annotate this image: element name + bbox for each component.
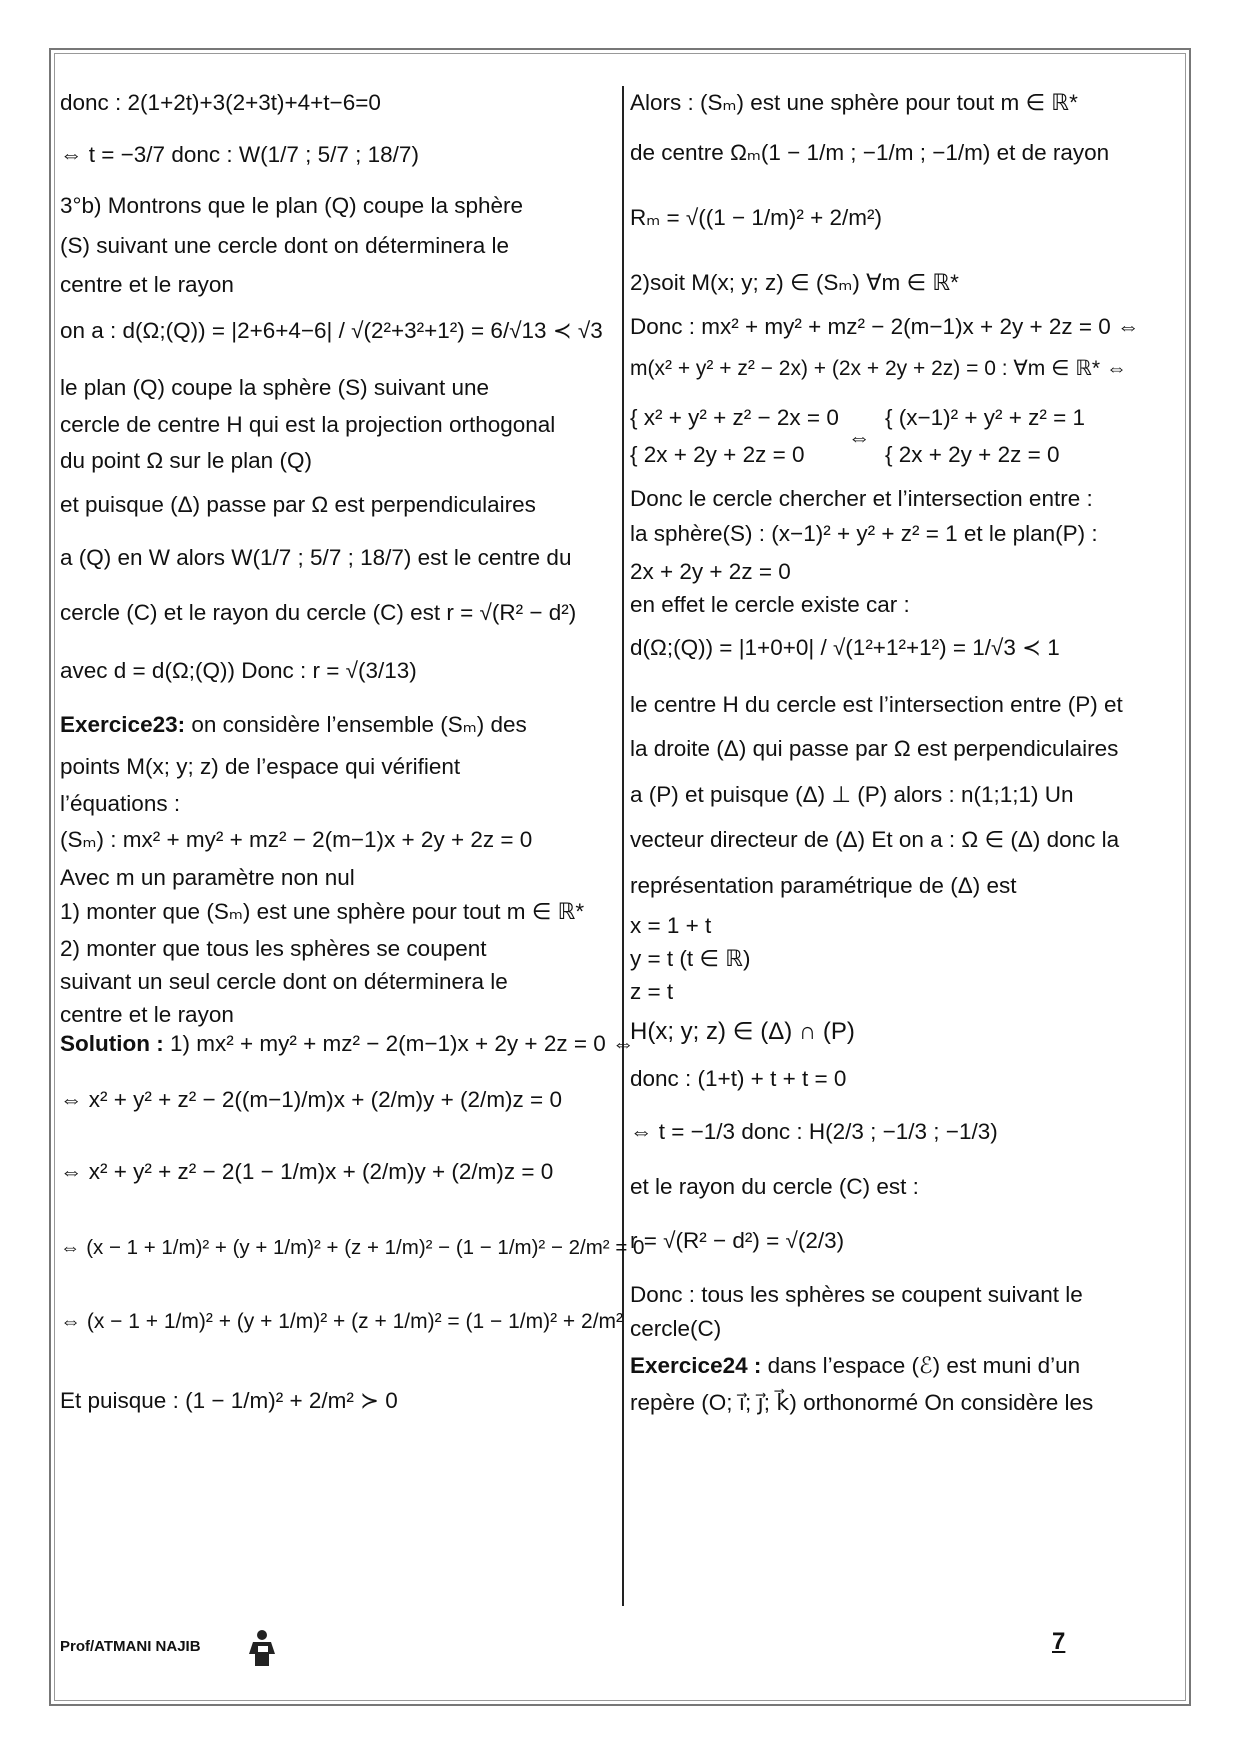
- system-line: { 2x + 2y + 2z = 0: [885, 442, 1060, 467]
- text-line: centre et le rayon: [60, 272, 234, 297]
- system-line: { x² + y² + z² − 2x = 0: [630, 405, 839, 430]
- text-line: a (P) et puisque (Δ) ⊥ (P) alors : n(1;1;1) Un: [630, 782, 1074, 807]
- text-line: la droite (Δ) qui passe par Ω est perpendiculaires: [630, 736, 1119, 761]
- equation-line: ⇔ (x − 1 + 1/m)² + (y + 1/m)² + (z + 1/m)² = (1 − 1/m)² + 2/m²: [60, 1310, 624, 1333]
- equation-line: ⇔ x² + y² + z² − 2((m−1)/m)x + (2/m)y + (2/m)z = 0: [60, 1087, 562, 1112]
- text-line: donc : 2(1+2t)+3(2+3t)+4+t−6=0: [60, 90, 381, 115]
- text-line: 3°b) Montrons que le plan (Q) coupe la sphère: [60, 193, 524, 218]
- equation-line: 2x + 2y + 2z = 0: [630, 559, 791, 584]
- text-line: (Sₘ) : mx² + my² + mz² − 2(m−1)x + 2y + 2z = 0: [60, 827, 533, 852]
- text-line: l’équations :: [60, 791, 181, 816]
- text-line: suivant un seul cercle dont on déterminera le: [60, 969, 508, 994]
- equation-line: Rₘ = √((1 − 1/m)² + 2/m²): [630, 205, 883, 230]
- parametric-line: z = t: [630, 979, 674, 1004]
- text-line: Et puisque : (1 − 1/m)² + 2/m² ≻ 0: [60, 1388, 398, 1413]
- system-line: { 2x + 2y + 2z = 0: [630, 442, 805, 467]
- parametric-line: y = t (t ∈ ℝ): [630, 946, 751, 971]
- solution-label: Solution :: [60, 1031, 164, 1056]
- text-line: le centre H du cercle est l’intersection entre (P) et: [630, 692, 1123, 717]
- exercise-label: Exercice24 :: [630, 1353, 762, 1378]
- text-line: cercle(C): [630, 1316, 722, 1341]
- equation-line: r = √(R² − d²) = √(2/3): [630, 1228, 845, 1253]
- exercise-24-heading: [630, 1351, 1080, 1381]
- exercise-23-heading: [60, 710, 527, 740]
- text-line: repère (O; i⃗; j⃗; k⃗) orthonormé On considère les: [630, 1390, 1094, 1415]
- text-line: points M(x; y; z) de l’espace qui vérifient: [60, 754, 461, 779]
- author-logo-icon: [245, 1628, 281, 1673]
- text-line: cercle (C) et le rayon du cercle (C) est r = √(R² − d²): [60, 600, 577, 625]
- text-line: et le rayon du cercle (C) est :: [630, 1174, 919, 1199]
- text-line: Avec m un paramètre non nul: [60, 865, 355, 890]
- text-line: 1) monter que (Sₘ) est une sphère pour tout m ∈ ℝ*: [60, 899, 585, 924]
- text-line: 2)soit M(x; y; z) ∈ (Sₘ) ∀m ∈ ℝ*: [630, 270, 959, 295]
- text-line: représentation paramétrique de (Δ) est: [630, 873, 1017, 898]
- system-line: { (x−1)² + y² + z² = 1: [885, 405, 1086, 430]
- text-line: a (Q) en W alors W(1/7 ; 5/7 ; 18/7) est le centre du: [60, 545, 572, 570]
- page-number: 7: [1052, 1628, 1066, 1655]
- equation-line: ⇔ (x − 1 + 1/m)² + (y + 1/m)² + (z + 1/m)² − (1 − 1/m)² − 2/m² = 0: [60, 1236, 645, 1259]
- text-line: du point Ω sur le plan (Q): [60, 448, 312, 473]
- parametric-line: x = 1 + t: [630, 913, 712, 938]
- solution-heading: [60, 1029, 635, 1059]
- solution-text: 1) mx² + my² + mz² − 2(m−1)x + 2y + 2z = 0 ⇔: [163, 1031, 635, 1056]
- equation-line: Donc : mx² + my² + mz² − 2(m−1)x + 2y + 2z = 0 ⇔: [630, 314, 1140, 339]
- text-line: centre et le rayon: [60, 1002, 234, 1027]
- text-line: donc : (1+t) + t + t = 0: [630, 1066, 847, 1091]
- exercise-text: on considère l’ensemble (Sₘ) des: [185, 712, 527, 737]
- equivalence-symbol: ⇔: [848, 425, 871, 450]
- equation-line: H(x; y; z) ∈ (Δ) ∩ (P): [630, 1018, 855, 1045]
- text-line: ⇔ t = −1/3 donc : H(2/3 ; −1/3 ; −1/3): [630, 1119, 998, 1144]
- author-name: Prof/ATMANI NAJIB: [60, 1638, 201, 1655]
- text-line: Donc le cercle chercher et l’intersection entre :: [630, 486, 1093, 511]
- text-line: Donc : tous les sphères se coupent suivant le: [630, 1282, 1083, 1307]
- text-line: la sphère(S) : (x−1)² + y² + z² = 1 et le plan(P) :: [630, 521, 1098, 546]
- text-line: vecteur directeur de (Δ) Et on a : Ω ∈ (Δ) donc la: [630, 827, 1120, 852]
- text-line: le plan (Q) coupe la sphère (S) suivant une: [60, 375, 489, 400]
- text-line: 2) monter que tous les sphères se coupent: [60, 936, 487, 961]
- text-line: avec d = d(Ω;(Q)) Donc : r = √(3/13): [60, 658, 417, 683]
- exercise-text: dans l’espace (ℰ) est muni d’un: [761, 1353, 1081, 1378]
- exercise-label: Exercice23:: [60, 712, 186, 737]
- equation-line: ⇔ x² + y² + z² − 2(1 − 1/m)x + (2/m)y + (2/m)z = 0: [60, 1159, 554, 1184]
- text-line: et puisque (Δ) passe par Ω est perpendiculaires: [60, 492, 536, 517]
- text-line: en effet le cercle existe car :: [630, 592, 910, 617]
- text-line: (S) suivant une cercle dont on déterminera le: [60, 233, 509, 258]
- text-line: Alors : (Sₘ) est une sphère pour tout m ∈ ℝ*: [630, 90, 1078, 115]
- column-divider: [622, 86, 624, 1606]
- equation-line: m(x² + y² + z² − 2x) + (2x + 2y + 2z) = 0 : ∀m ∈ ℝ* ⇔: [630, 357, 1127, 380]
- text-line: de centre Ωₘ(1 − 1/m ; −1/m ; −1/m) et de rayon: [630, 140, 1110, 165]
- equation-line: d(Ω;(Q)) = |1+0+0| / √(1²+1²+1²) = 1/√3 ≺ 1: [630, 635, 1060, 660]
- text-line: on a : d(Ω;(Q)) = |2+6+4−6| / √(2²+3²+1²) = 6/√13 ≺ √3: [60, 318, 603, 343]
- text-line: cercle de centre H qui est la projection orthogonal: [60, 412, 556, 437]
- text-line: ⇔ t = −3/7 donc : W(1/7 ; 5/7 ; 18/7): [60, 142, 419, 167]
